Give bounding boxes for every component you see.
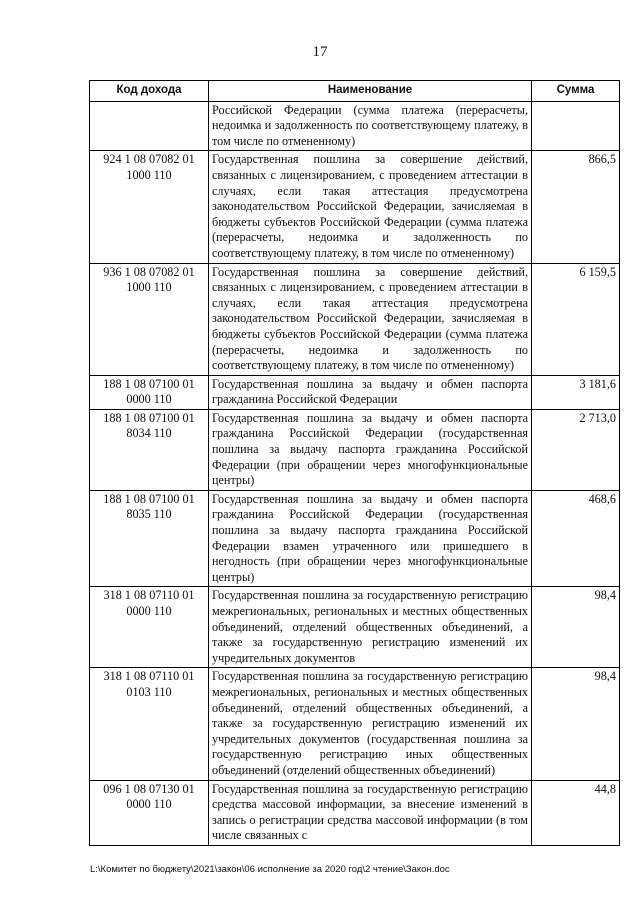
income-sum: 98,4 [532,668,620,780]
table-row [90,668,620,780]
revenue-table [89,80,620,846]
income-code: 318 1 08 07110 01 0103 110 [90,668,209,780]
income-name: Государственная пошлина за совершение действий, связанных с лицензированием, с проведением аттестации в случаях, если такая аттестация предусмотрена законодательством Российской Федерации, зачисляемая в бюджеты субъектов Российской Федерации (сумма платежа (перерасчеты, недоимка и задолженность по соответствующему платежу, в том числе по отмененному) [209,151,532,263]
income-sum: 3 181,6 [532,375,620,409]
income-code [90,101,209,151]
table-row [90,151,620,263]
income-name: Государственная пошлина за выдачу и обмен паспорта гражданина Российской Федерации (государственная пошлина за выдачу паспорта гражданина Российской Федерации (при обращении через многофункциональные центры) [209,409,532,490]
income-name: Государственная пошлина за выдачу и обмен паспорта гражданина Российской Федерации (государственная пошлина за выдачу паспорта гражданина Российской Федерации взамен утраченного или пришедшего в негодность (при обращении через многофункциональные центры) [209,490,532,587]
income-name: Государственная пошлина за государственную регистрацию средства массовой информации, за внесение изменений в запись о регистрации средства массовой информации (в том числе связанных с [209,780,532,845]
income-code: 188 1 08 07100 01 8035 110 [90,490,209,587]
income-name: Государственная пошлина за совершение действий, связанных с лицензированием, с проведением аттестации в случаях, если такая аттестация предусмотрена законодательством Российской Федерации, зачисляемая в бюджеты субъектов Российской Федерации (сумма платежа (перерасчеты, недоимка и задолженность по соответствующему платежу, в том числе по отмененному) [209,263,532,375]
income-sum [532,101,620,151]
header-name: Наименование [209,81,532,102]
income-sum: 44,8 [532,780,620,845]
header-sum: Сумма [532,81,620,102]
page-number: 17 [312,44,328,60]
header-code: Код дохода [90,81,209,102]
table-row [90,409,620,490]
income-sum: 2 713,0 [532,409,620,490]
income-name: Государственная пошлина за государственную регистрацию межрегиональных, региональных и местных общественных объединений, отделений общественных объединений, а также за государственную регистрацию изменений их учредительных документов [209,587,532,668]
income-code: 924 1 08 07082 01 1000 110 [90,151,209,263]
income-sum: 866,5 [532,151,620,263]
income-sum: 98,4 [532,587,620,668]
table-row [90,587,620,668]
income-name: Российской Федерации (сумма платежа (перерасчеты, недоимка и задолженность по соответствующему платежу, в том числе по отмененному) [209,101,532,151]
table-row [90,490,620,587]
income-sum: 468,6 [532,490,620,587]
table-row [90,375,620,409]
income-code: 318 1 08 07110 01 0000 110 [90,587,209,668]
income-code: 188 1 08 07100 01 8034 110 [90,409,209,490]
income-sum: 6 159,5 [532,263,620,375]
income-name: Государственная пошлина за выдачу и обмен паспорта гражданина Российской Федерации [209,375,532,409]
table-header-row [90,81,620,102]
table-row [90,780,620,845]
table-row [90,263,620,375]
table-row [90,101,620,151]
income-name: Государственная пошлина за государственную регистрацию межрегиональных, региональных и местных общественных объединений, отделений общественных объединений, а также за государственную регистрацию изменений их учредительных документов (государственная пошлина за государственную регистрацию иных общественных объединений (отделений общественных объединений) [209,668,532,780]
file-path-footer: L:\Комитет по бюджету\2021\закон\06 исполнение за 2020 год\2 чтение\Закон.doc [90,864,450,875]
income-code: 188 1 08 07100 01 0000 110 [90,375,209,409]
income-code: 936 1 08 07082 01 1000 110 [90,263,209,375]
income-code: 096 1 08 07130 01 0000 110 [90,780,209,845]
